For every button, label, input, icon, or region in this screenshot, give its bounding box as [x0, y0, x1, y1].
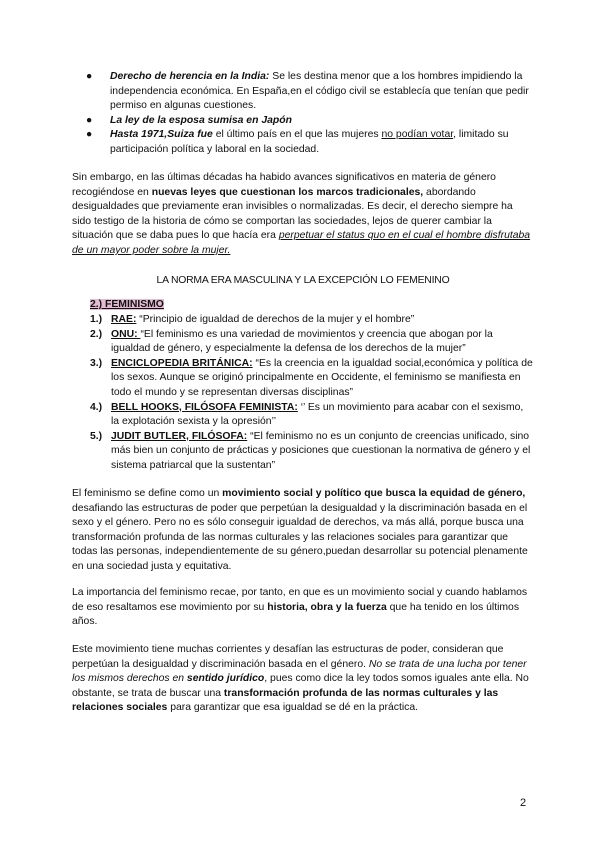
bullet-text: el último país en el que las mujeres — [212, 129, 382, 141]
bold-text: movimiento social y político que busca la equidad de género, — [222, 488, 526, 499]
paragraph-importance: La importancia del feminismo recae, por tanto, en que es un movimiento social y cuando hablamos de eso resaltamos ese movimiento por su historia, obra y la fuerza que ha tenido en los últimos años. — [72, 587, 528, 628]
italic-text: No se trata de una lucha por tener los mismos derechos en — [72, 658, 527, 685]
bullet-list — [82, 70, 534, 158]
page-number: 2 — [520, 797, 527, 809]
definition-item — [90, 357, 534, 401]
paragraph-advances: Sin embargo, en las últimas décadas ha habido avances significativos en materia de género recogiéndose en nuevas leyes que cuestionan los marcos tradicionales, abordando desigualdades que previamente eran invisibles o normalizadas. Es decir, el derecho siempre ha sido testigo de la historia de cómo se comportan las sociedades, lejos de querer cambiar la situación que se daba pues lo que hacía era perpetuar el status quo en el cual el hombre disfrutaba de un mayor poder sobre la mujer. — [72, 172, 531, 256]
definition-source: ONU: — [111, 328, 141, 340]
bullet-icon: ● — [86, 114, 93, 126]
bullet-text: Se les destina menor que a los hombres impidiendo la independencia económica. En España,en el código civil se establecía que tenían que pedir permiso en algunas cuestiones. — [110, 71, 529, 112]
definition-source: JUDIT BUTLER, FILÓSOFA: — [111, 430, 248, 442]
definition-number: 4.) — [90, 401, 103, 413]
bullet-title: Hasta 1971,Suiza fue — [110, 129, 213, 141]
bullet-item — [82, 70, 534, 114]
definition-item — [90, 401, 534, 430]
bold-text: transformación profunda de las normas culturales y las relaciones sociales — [72, 687, 499, 714]
definition-text: “El feminismo es una variedad de movimientos y creencia que abogan por la igualdad de género, y especialmente la defensa de los derechos de la mujer” — [111, 328, 493, 355]
bullet-title: Derecho de herencia en la India: — [110, 71, 270, 82]
definition-number: 1.) — [90, 314, 103, 325]
section-heading-feminismo — [90, 298, 164, 313]
definition-text: “Principio de igualdad de derechos de la mujer y el hombre” — [136, 314, 415, 325]
definition-item — [90, 313, 534, 328]
bullet-item — [82, 114, 534, 129]
definition-item — [90, 328, 534, 357]
italic-underlined-text: perpetuar el status quo en el cual el hombre disfrutaba de un mayor poder sobre la mujer. — [72, 230, 531, 256]
bullet-underlined-text: no podían votar — [381, 129, 454, 141]
bold-text: historia, obra y la fuerza — [267, 601, 387, 613]
definition-source: RAE: — [111, 314, 137, 325]
bold-italic-text: sentido jurídico — [186, 673, 265, 685]
definition-number: 3.) — [90, 357, 103, 369]
definition-item — [90, 430, 534, 474]
bullet-icon: ● — [86, 129, 93, 141]
bullet-text: , limitado su participación política y laboral en la sociedad. — [110, 129, 509, 155]
bullet-icon: ● — [86, 71, 93, 82]
section-subtitle: LA NORMA ERA MASCULINA Y LA EXCEPCIÓN LO FEMENINO — [156, 275, 450, 286]
bold-text: nuevas leyes que cuestionan los marcos tradicionales, — [151, 186, 424, 198]
definition-text: “El feminismo no es un conjunto de creencias unificado, sino más bien un conjunto de prácticas y posiciones que cuestionan la normativa de género y el sistema patriarcal que la sustentan” — [111, 430, 531, 471]
definition-number: 5.) — [90, 430, 103, 442]
definition-number: 2.) — [90, 328, 103, 340]
definition-source: BELL HOOKS, FILÓSOFA FEMINISTA: — [111, 401, 298, 413]
highlighted-heading: 2.) FEMINISMO — [90, 299, 164, 310]
definition-source: ENCICLOPEDIA BRITÁNICA: — [111, 357, 253, 369]
definition-list — [90, 313, 534, 474]
bullet-title: La ley de la esposa sumisa en Japón — [110, 114, 292, 126]
paragraph-currents: Este movimiento tiene muchas corrientes y desafían las estructuras de poder, consideran que perpetúan la desigualdad y discriminación basada en el género. No se trata de una lucha por tener los mismos derechos en sentido jurídico, pues como dice la ley todos somos iguales ante ella. No obstante, se trata de buscar una transformación profunda de las normas culturales y las relaciones sociales para garantizar que esa igualdad se dé en la práctica. — [72, 644, 529, 714]
bullet-item — [82, 128, 534, 157]
definition-text: “Es la creencia en la igualdad social,económica y política de los sexos. Aunque se originó principalmente en Occidente, el feminismo se manifiesta en todo el mundo y se representan diversas disciplinas” — [111, 357, 533, 398]
paragraph-definition: El feminismo se define como un movimiento social y político que busca la equidad de género, desafiando las estructuras de poder que perpetúan la desigualdad y la discriminación basada en el sexo y el género. Pero no es sólo conseguir igualdad de derechos, va más allá, porque busca una transformación profunda de las normas culturales y las relaciones sociales para garantizar que todas las personas, independientemente de su género,puedan desarrollar su potencial plenamente en una sociedad justa y equitativa. — [72, 488, 528, 572]
definition-text: ‘’ Es un movimiento para acabar con el sexismo, la explotación sexista y la opresión’’ — [111, 401, 524, 428]
